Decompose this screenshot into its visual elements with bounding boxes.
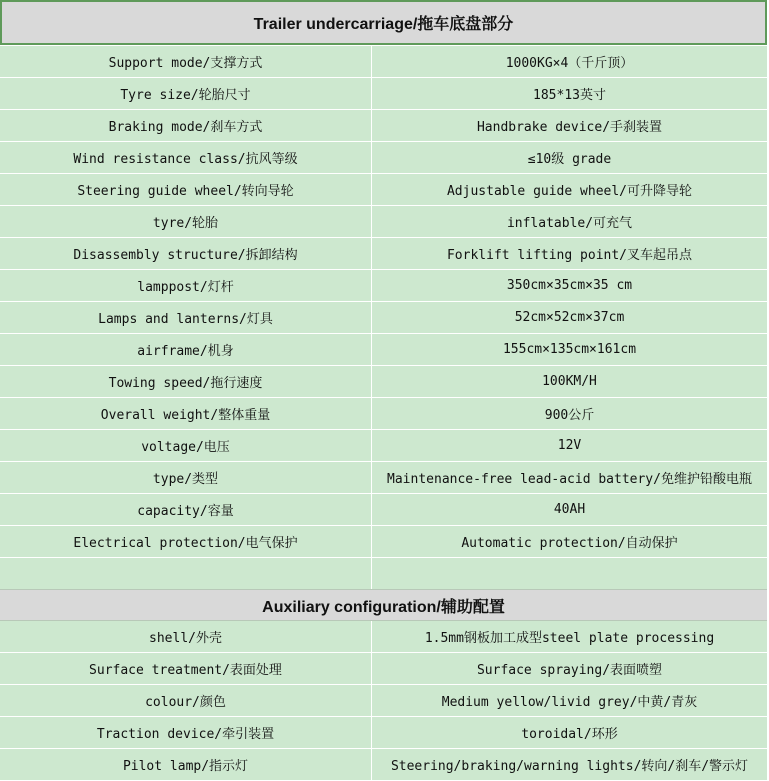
section-header-trailer-undercarriage: Trailer undercarriage/拖车底盘部分 — [0, 0, 767, 45]
spec-value: 155cm×135cm×161cm — [502, 342, 637, 357]
spec-label — [0, 558, 372, 589]
spec-label: Overall weight/整体重量 — [0, 398, 372, 429]
table-row — [0, 142, 767, 174]
table-row-empty — [0, 558, 767, 590]
table-row — [0, 749, 767, 781]
spec-label: Lamps and lanterns/灯具 — [0, 302, 372, 333]
spec-label: airframe/机身 — [0, 334, 372, 365]
table-row — [0, 653, 767, 685]
spec-label: Towing speed/拖行速度 — [0, 366, 372, 397]
spec-label: colour/颜色 — [0, 685, 372, 716]
table-row — [0, 621, 767, 653]
spec-value: 100KM/H — [542, 374, 597, 389]
section-trailer-undercarriage — [0, 46, 767, 590]
spec-value: 52cm×52cm×37cm — [514, 310, 625, 325]
spec-value: 350cm×35cm×35 cm — [506, 278, 633, 293]
spec-label: voltage/电压 — [0, 430, 372, 461]
table-row — [0, 685, 767, 717]
table-row — [0, 46, 767, 78]
spec-label: capacity/容量 — [0, 494, 372, 525]
spec-value: inflatable/可充气 — [506, 216, 633, 231]
spec-value: Maintenance-free lead-acid battery/免维护铅酸电瓶 — [387, 472, 752, 487]
table-row — [0, 110, 767, 142]
spec-label: Steering guide wheel/转向导轮 — [0, 174, 372, 205]
spec-value: Automatic protection/自动保护 — [461, 536, 678, 551]
table-row — [0, 526, 767, 558]
spec-value: Adjustable guide wheel/可升降导轮 — [446, 184, 692, 199]
spec-value: 12V — [557, 438, 582, 453]
table-row — [0, 430, 767, 462]
spec-value: 1.5mm钢板加工成型steel plate processing — [424, 631, 715, 646]
spec-value: toroidal/环形 — [521, 727, 618, 742]
spec-label: Wind resistance class/抗风等级 — [0, 142, 372, 173]
table-row — [0, 238, 767, 270]
spec-label: Disassembly structure/拆卸结构 — [0, 238, 372, 269]
table-row — [0, 494, 767, 526]
table-row — [0, 206, 767, 238]
table-row — [0, 78, 767, 110]
spec-label: tyre/轮胎 — [0, 206, 372, 237]
spec-value: 900公斤 — [544, 408, 595, 423]
spec-value: 185*13英寸 — [533, 88, 606, 103]
table-row — [0, 398, 767, 430]
table-row — [0, 270, 767, 302]
spec-label: Traction device/牵引装置 — [0, 717, 372, 748]
spec-label: lamppost/灯杆 — [0, 270, 372, 301]
spec-label: Support mode/支撑方式 — [0, 46, 372, 77]
table-row — [0, 366, 767, 398]
table-row — [0, 174, 767, 206]
spec-label: Braking mode/刹车方式 — [0, 110, 372, 141]
table-row — [0, 462, 767, 494]
spec-value: 1000KG×4（千斤顶） — [505, 56, 634, 71]
spec-label: Electrical protection/电气保护 — [0, 526, 372, 557]
spec-label: Tyre size/轮胎尺寸 — [0, 78, 372, 109]
spec-value: 40AH — [553, 502, 586, 517]
section-header-auxiliary-configuration: Auxiliary configuration/辅助配置 — [0, 589, 767, 621]
spec-value: Surface spraying/表面喷塑 — [476, 663, 663, 678]
spec-label: Pilot lamp/指示灯 — [0, 749, 372, 780]
table-row — [0, 717, 767, 749]
section-auxiliary-configuration — [0, 621, 767, 781]
spec-value: Forklift lifting point/叉车起吊点 — [446, 248, 692, 263]
spec-value: Steering/braking/warning lights/转向/刹车/警示灯 — [390, 759, 749, 774]
table-row — [0, 302, 767, 334]
spec-label: type/类型 — [0, 462, 372, 493]
spec-label: Surface treatment/表面处理 — [0, 653, 372, 684]
table-row — [0, 334, 767, 366]
spec-value — [372, 558, 767, 589]
spec-value: Handbrake device/手刹装置 — [476, 120, 663, 135]
spec-value: ≤10级 grade — [527, 152, 612, 167]
spec-value: Medium yellow/livid grey/中黄/青灰 — [441, 695, 698, 710]
spec-label: shell/外壳 — [0, 621, 372, 652]
